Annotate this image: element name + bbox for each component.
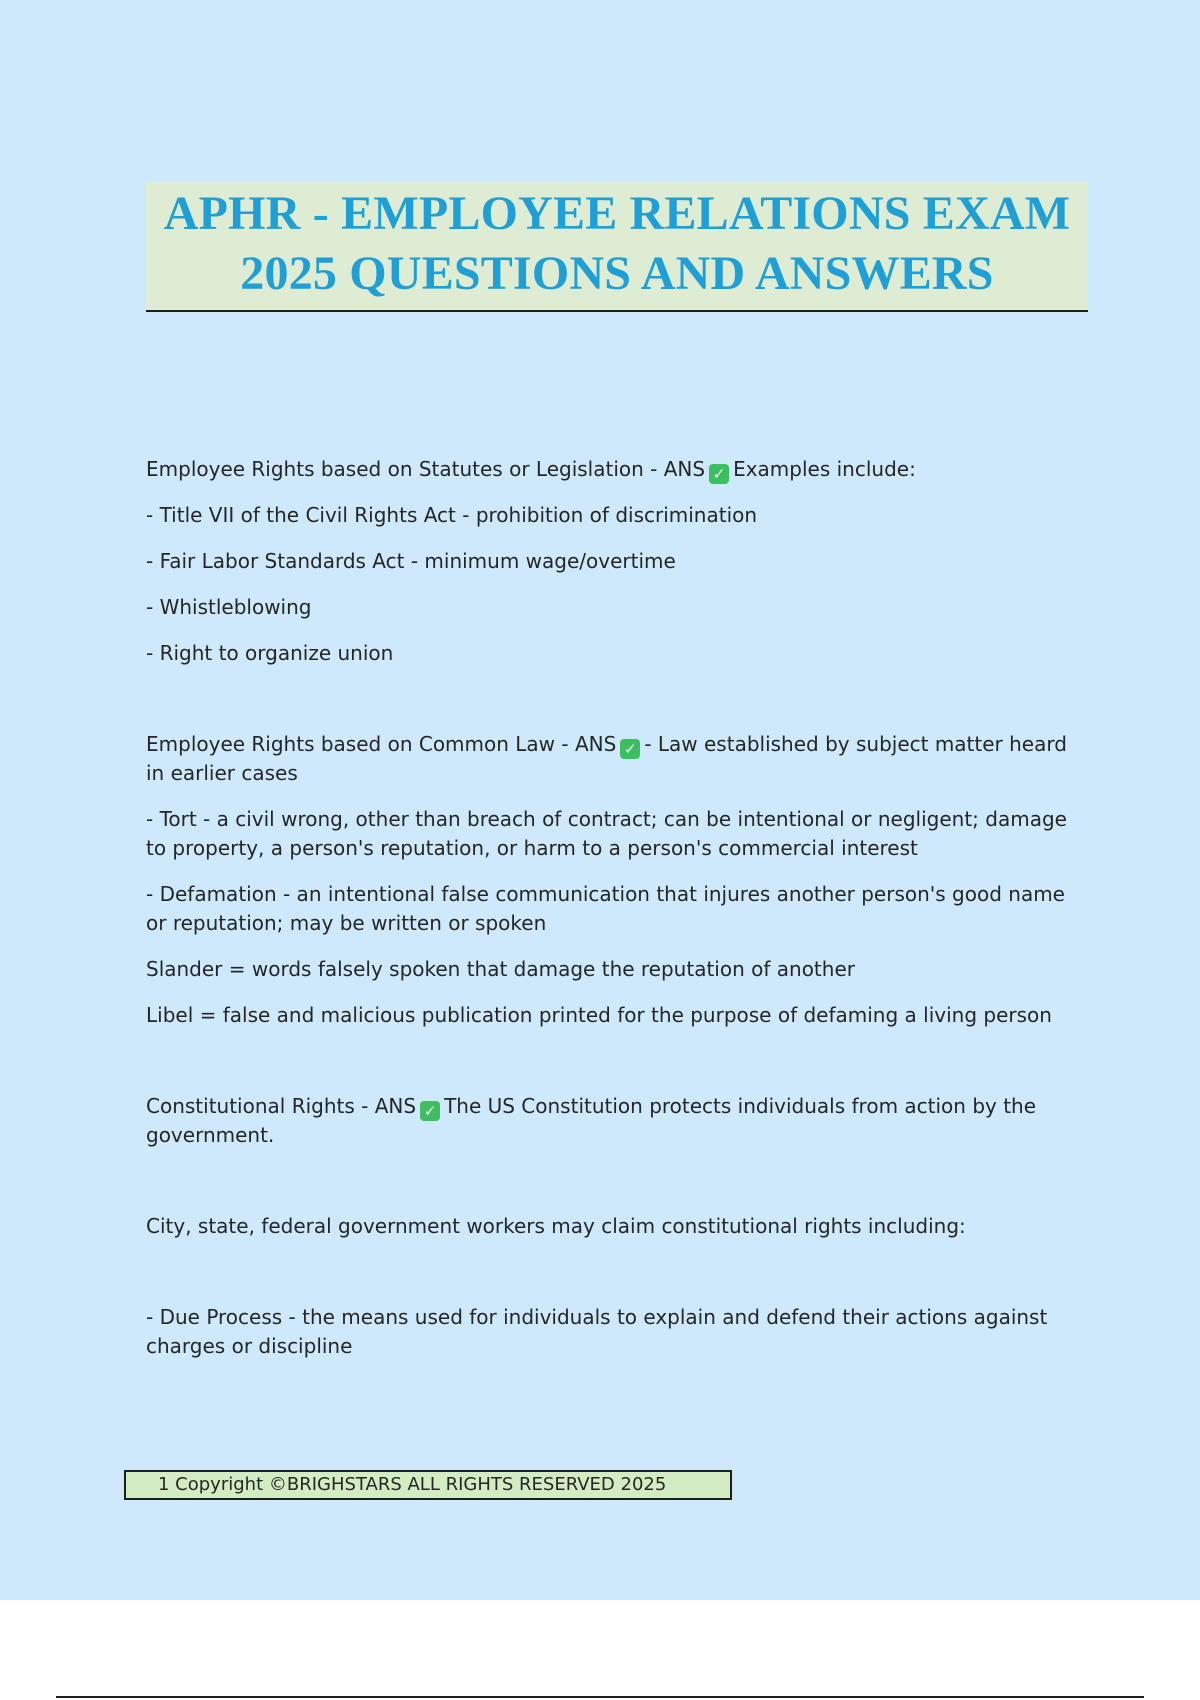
answer-text: Examples include:: [733, 457, 916, 481]
title-line-2: 2025 QUESTIONS AND ANSWERS: [240, 247, 994, 300]
list-item: Libel = false and malicious publication printed for the purpose of defaming a living person: [146, 1003, 1052, 1027]
answer-text: - Law established by subject matter heard in earlier cases: [146, 732, 1067, 785]
title-banner: [146, 182, 1088, 312]
copyright-footer: 1 Copyright ©BRIGHSTARS ALL RIGHTS RESERVED 2025: [124, 1470, 732, 1500]
bottom-divider: [56, 1696, 1144, 1698]
paragraph: - Due Process - the means used for individuals to explain and defend their actions against charges or discipline: [146, 1305, 1048, 1358]
list-item: - Whistleblowing: [146, 595, 312, 619]
question-text: Constitutional Rights - ANS: [146, 1094, 417, 1118]
check-mark-icon: ✓: [620, 739, 640, 759]
qa-statutes: [146, 455, 1088, 484]
question-text: Employee Rights based on Common Law - ANS: [146, 732, 617, 756]
list-item: - Tort - a civil wrong, other than breach of contract; can be intentional or negligent; damage to property, a person's reputation, or harm to a person's commercial interest: [146, 807, 1067, 860]
qa-common-law: [146, 730, 1088, 788]
list-item: - Title VII of the Civil Rights Act - prohibition of discrimination: [146, 503, 758, 527]
list-item: - Right to organize union: [146, 641, 394, 665]
document-body: [146, 455, 1088, 1378]
answer-text: The US Constitution protects individuals from action by the government.: [146, 1094, 1037, 1147]
list-item: - Fair Labor Standards Act - minimum wage/overtime: [146, 549, 676, 573]
qa-constitutional: [146, 1092, 1088, 1150]
question-text: Employee Rights based on Statutes or Legislation - ANS: [146, 457, 706, 481]
paragraph: City, state, federal government workers may claim constitutional rights including:: [146, 1214, 966, 1238]
title-line-1: APHR - EMPLOYEE RELATIONS EXAM: [163, 187, 1071, 240]
list-item: - Defamation - an intentional false communication that injures another person's good name or reputation; may be written or spoken: [146, 882, 1065, 935]
check-mark-icon: ✓: [420, 1101, 440, 1121]
list-item: Slander = words falsely spoken that damage the reputation of another: [146, 957, 855, 981]
check-mark-icon: ✓: [709, 464, 729, 484]
